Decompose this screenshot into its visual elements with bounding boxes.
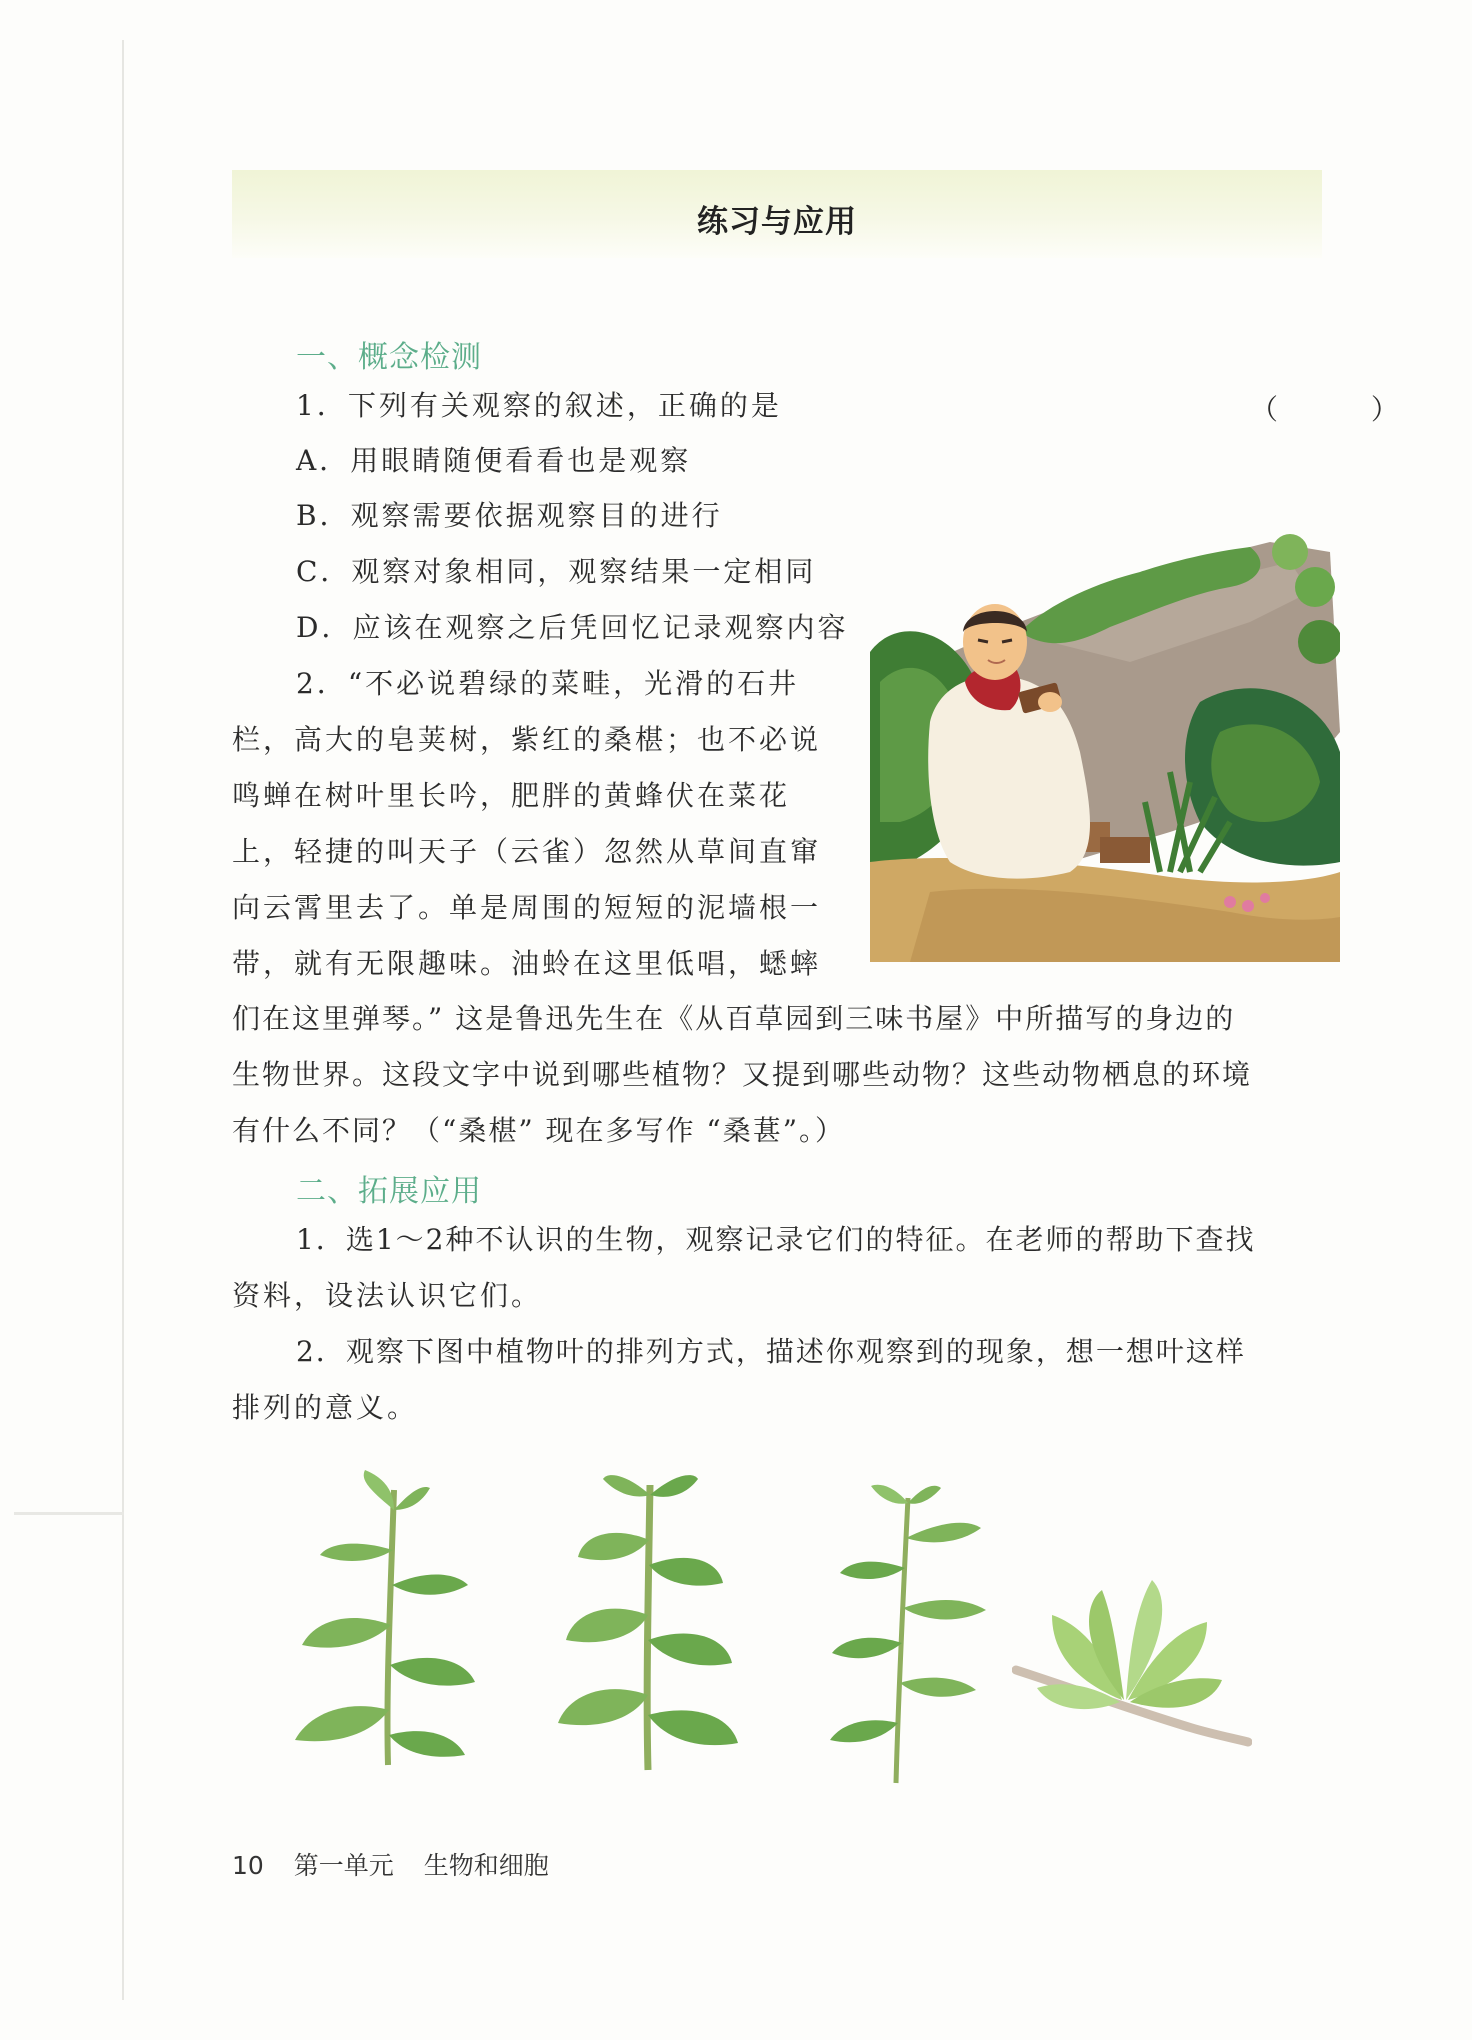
question-1-stem: 1．下列有关观察的叙述，正确的是 [296, 389, 782, 422]
extension-q1-line: 1．选1～2种不认识的生物，观察记录它们的特征。在老师的帮助下查找 [296, 1223, 1256, 1256]
section-heading-concept-check: 一、概念检测 [296, 340, 482, 375]
question-2-line: 上，轻捷的叫天子（云雀）忽然从草间直窜 [232, 835, 822, 868]
question-2-line: 鸣蝉在树叶里长吟，肥胖的黄蜂伏在菜花 [232, 779, 791, 812]
question-2-line: 向云霄里去了。单是周围的短短的泥墙根一 [232, 891, 822, 924]
extension-q2-line: 排列的意义。 [232, 1391, 419, 1424]
scan-edge [122, 40, 124, 2000]
unit-label: 第一单元 [293, 1851, 394, 1880]
question-2-line: 2．“不必说碧绿的菜畦，光滑的石井 [296, 667, 800, 700]
extension-q1-line: 资料，设法认识它们。 [232, 1279, 543, 1312]
page-number: 10 [232, 1851, 264, 1880]
question-2-line: 生物世界。这段文字中说到哪些植物？又提到哪些动物？这些动物栖息的环境 [232, 1058, 1253, 1091]
page-title: 练习与应用 [697, 204, 857, 240]
question-2-line: 有什么不同？（“桑椹” 现在多写作 “桑葚”。） [232, 1114, 846, 1147]
page-footer [232, 1846, 571, 1882]
unit-title: 生物和细胞 [423, 1851, 549, 1880]
answer-bracket: （ ） [1250, 393, 1441, 426]
plant-alternate-leaves [290, 1470, 480, 1770]
question-2-line: 带，就有无限趣味。油蛉在这里低唱，蟋蟀 [232, 947, 822, 980]
option-d: D．应该在观察之后凭回忆记录观察内容 [296, 611, 849, 644]
option-b: B．观察需要依据观察目的进行 [296, 499, 723, 532]
question-2-line: 们在这里弹琴。” 这是鲁迅先生在《从百草园到三味书屋》中所描写的身边的 [232, 1002, 1236, 1035]
plant-narrow-leaves [826, 1478, 996, 1788]
plant-broad-leaves [548, 1465, 748, 1775]
illustration-boy-in-garden [870, 532, 1340, 962]
question-2-line: 栏，高大的皂荚树，紫红的桑椹；也不必说 [232, 723, 822, 756]
option-c: C．观察对象相同，观察结果一定相同 [296, 555, 817, 588]
option-a: A．用眼睛随便看看也是观察 [296, 444, 692, 477]
extension-q2-line: 2．观察下图中植物叶的排列方式，描述你观察到的现象，想一想叶这样 [296, 1335, 1246, 1368]
scan-mark [14, 1512, 124, 1515]
section-heading-extended-application: 二、拓展应用 [296, 1174, 482, 1209]
plant-ginkgo-cluster [1012, 1560, 1252, 1750]
